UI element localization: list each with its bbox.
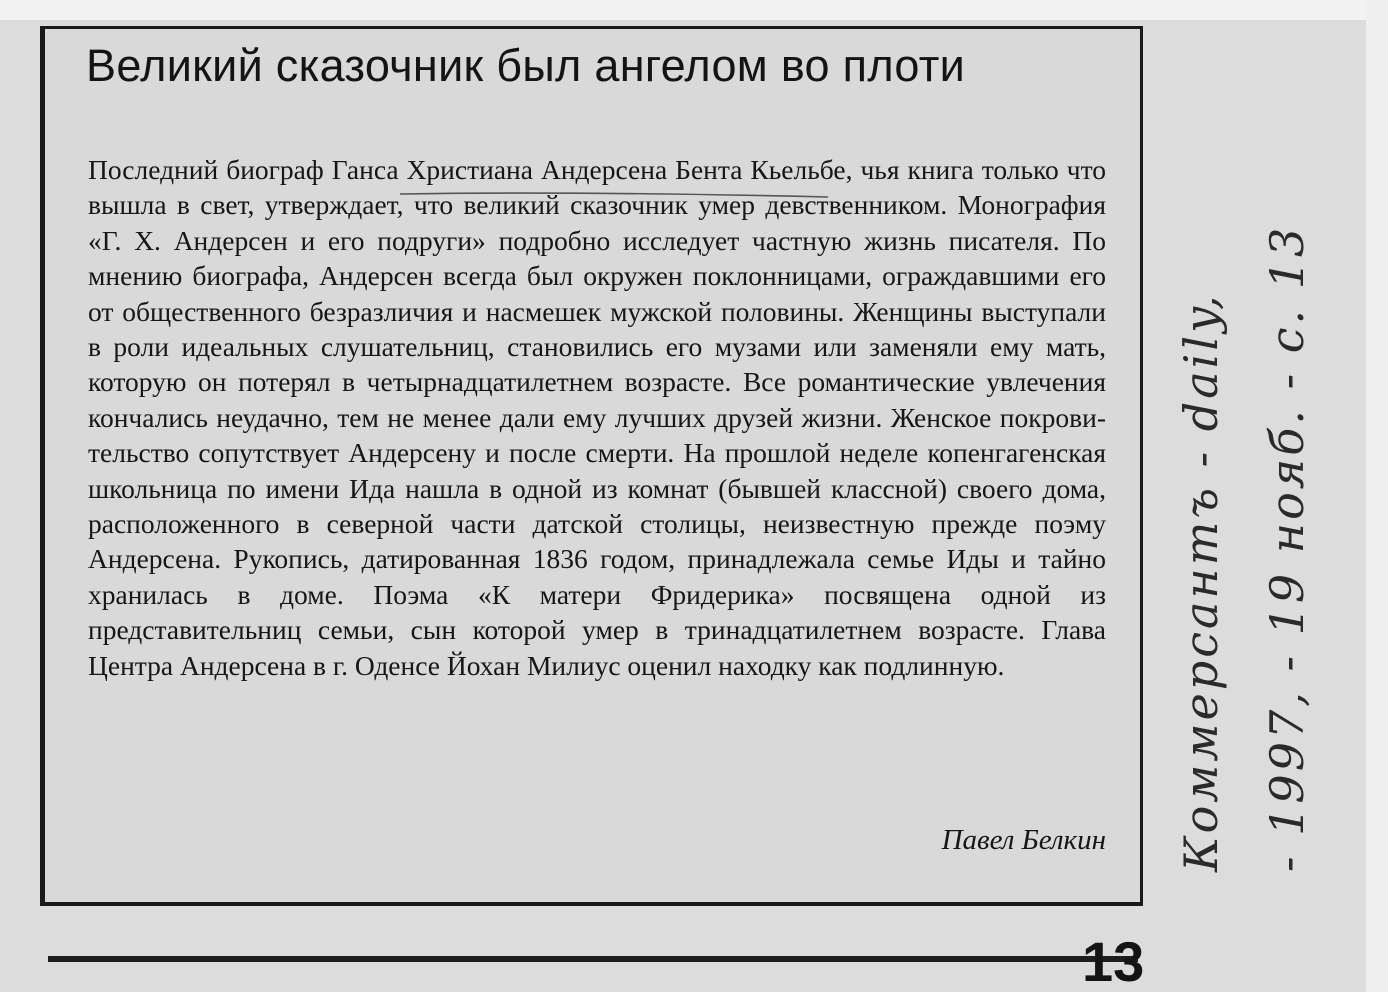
scan-margin [0,0,1388,20]
page-bottom-rule [48,956,1138,962]
handwritten-date: - 1997, - 19 нояб. - с. 13 [1260,224,1314,872]
handwritten-source-note [1148,82,1388,912]
article-author: Павел Белкин [941,824,1106,856]
article-body: Последний биограф Ганса Христиана Андерсена Бента Кьельбе, чья книга только что вышла в свет, утверждает, что великий сказочник умер девственником. Монография «Г. Х. Андерсен и его подруги» подробно исследует частную жизнь писателя. По мнению биографа, Андерсен всегда был окружен поклонницами, ограждавшими его от общественного безразличия и насмешек мужской половины. Женщины выступали в роли идеальных слушательниц, становились его музами или заменяли ему мать, которую он потерял в четырнадцатилетнем возрасте. Все романтические увлечения кончались неудачно, тем не менее дали ему лучших друзей жизни. Женское покровительство сопутствует Андерсену и после смерти. На прошлой неделе копенгагенская школьница по имени Ида нашла в одной из комнат (бывшей классной) своего дома, расположенного в северной части датской столицы, неизвестную прежде поэму Андерсена. Рукопись, датированная 1836 годом, принадлежала семье Иды и тайно хранилась в доме. Поэма «К матери Фридерика» посвящена одной из представительниц семьи, сын которой умер в тринадцатилетнем возрасте. Глава Центра Андерсена в г. Оденсе Йохан Милиус оценил находку как подлинную. [88,154,1106,681]
page-number: 13 [1082,930,1145,993]
handwritten-publication: Коммерсантъ - daily, [1174,292,1228,872]
article-headline: Великий сказочник был ангелом во плоти [86,40,966,91]
scan-right-margin [1366,0,1388,992]
